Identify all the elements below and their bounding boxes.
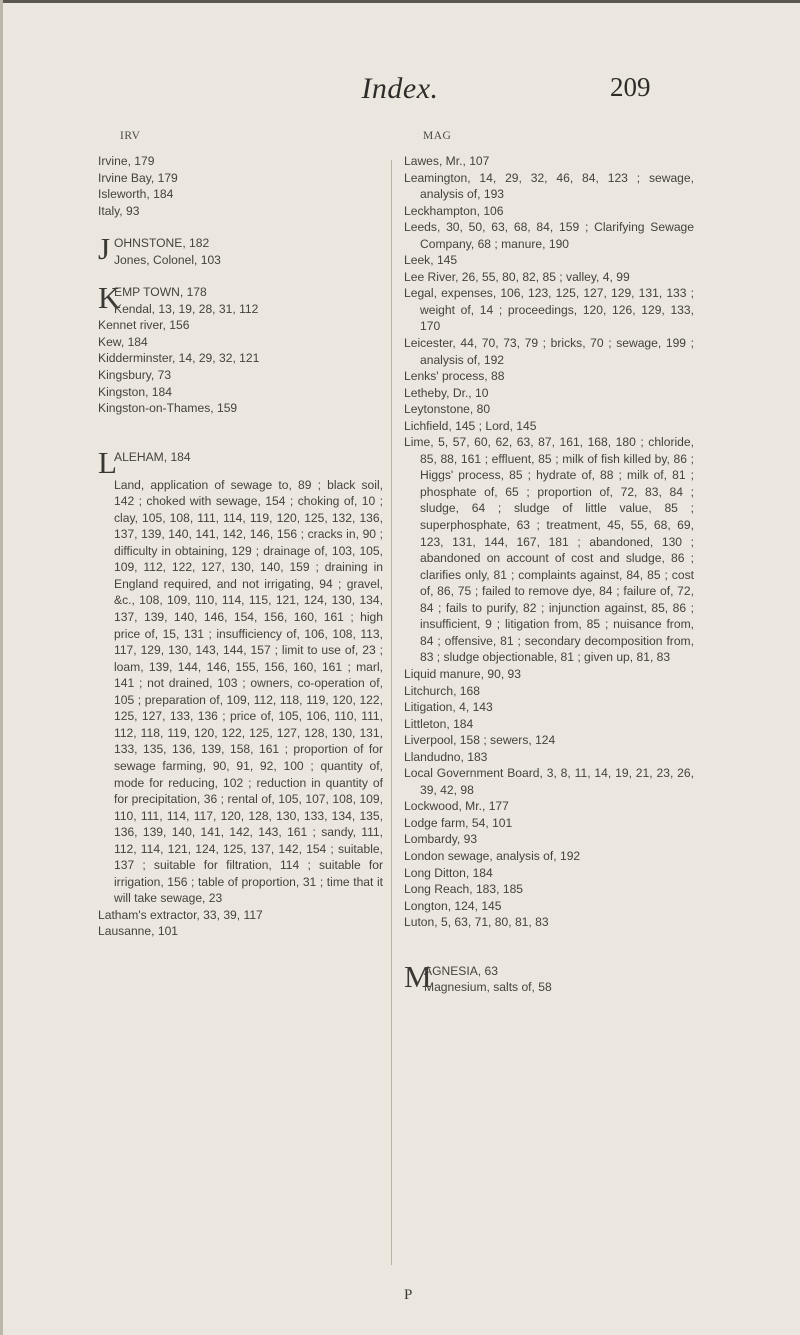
column-divider <box>391 160 392 1265</box>
index-entry: Lombardy, 93 <box>404 832 478 847</box>
section-j <box>98 231 383 268</box>
index-entry: Lockwood, Mr., 177 <box>404 799 509 814</box>
index-entry: Long Ditton, 184 <box>404 865 493 880</box>
index-entry: Lichfield, 145 ; Lord, 145 <box>404 418 537 433</box>
index-entry: Kingston-on-Thames, 159 <box>98 401 238 416</box>
index-entry: Irvine, 179 <box>98 154 155 168</box>
index-entry: Lee River, 26, 55, 80, 82, 85 ; valley, 4, 99 <box>404 269 630 284</box>
section-k-heading: EMP TOWN, 178 <box>114 285 207 300</box>
index-entry: Litigation, 4, 143 <box>404 700 493 715</box>
drop-cap-j: J <box>98 231 111 267</box>
index-entry: Lime, 5, 57, 60, 62, 63, 87, 161, 168, 180 ; chloride, 85, 88, 161 ; effluent, 85 ; milk of fish killed by, 86 ; Higgs' process, 85 ; hydrate of, 88 ; milk of, 81 ; phosphate of, 65 ; proportion of, 72, 83, 84 ; sludge, 64 ; sludge of little value, 85 ; superphosphate, 63 ; treatment, 45, 55, 68, 69, 123, 131, 144, 167, 181 ; abandoned, 130 ; abandoned on account of cost and sludge, 86 ; clarifies only, 81 ; complaints against, 84, 85 ; cost of, 86, 75 ; failed to remove dye, 84 ; failure of, 72, 84 ; fails to purify, 82 ; injunction against, 85, 86 ; insufficient, 9 ; litigation from, 85 ; nuisance from, 84 ; offensive, 81 ; secondary decomposition from, 83 ; sludge objectionable, 81 ; given up, 81, 83 <box>404 435 694 665</box>
section-l-entry: Land, application of sewage to, 89 ; black soil, 142 ; choked with sewage, 154 ; choking of, 10 ; clay, 105, 108, 111, 114, 119, 120, 125, 132, 136, 137, 139, 140, 141, 142, 146, 156 ; cracks in, 90 ; difficulty in obtaining, 129 ; drainage of, 103, 105, 109, 112, 122, 127, 130, 140, 159 ; draining in England required, and not irrigating, 94 ; gravel, &c., 108, 109, 110, 114, 115, 121, 124, 130, 134, 137, 139, 140, 146, 154, 156, 160, 161 ; high price of, 15, 131 ; insufficiency of, 106, 108, 113, 117, 129, 130, 143, 144, 157 ; limit to use of, 23 ; loam, 139, 144, 146, 155, 156, 160, 161 ; marl, 141 ; not drained, 103 ; owners, co-operation of, 105 ; preparation of, 109, 112, 118, 119, 120, 122, 125, 127, 133, 136 ; price of, 105, 106, 110, 111, 112, 118, 119, 120, 122, 125, 127, 128, 130, 131, 133, 135, 136, 139, 158, 161 ; proportion of for sewage farming, 90, 91, 92, 100 ; quantity of, mode for reducing, 102 ; reduction in quantity of for precipitation, 36 ; rental of, 105, 107, 108, 109, 110, 111, 114, 117, 120, 128, 130, 133, 134, 135, 136, 139, 140, 141, 142, 143, 161 ; sandy, 111, 112, 114, 121, 124, 125, 137, 142, 154 ; suitable, 137 ; suitable for filtration, 114 ; suitable for irrigation, 156 ; table of proportion, 31 ; time that it will take sewage, 23 <box>114 477 383 906</box>
index-entry: Liquid manure, 90, 93 <box>404 666 521 681</box>
index-entry: Leamington, 14, 29, 32, 46, 84, 123 ; sewage, analysis of, 193 <box>404 170 694 202</box>
right-column <box>404 153 694 996</box>
index-entry: Kennet river, 156 <box>98 318 190 333</box>
index-entry: Irvine Bay, 179 <box>98 170 178 185</box>
index-entry: Lawes, Mr., 107 <box>404 154 490 168</box>
page-left-edge <box>0 0 3 1335</box>
index-entry: Liverpool, 158 ; sewers, 124 <box>404 733 556 748</box>
section-j-heading: OHNSTONE, 182 <box>114 236 210 251</box>
section-k-entry: Kendal, 13, 19, 28, 31, 112 <box>114 301 259 316</box>
index-entry: Lodge farm, 54, 101 <box>404 815 513 830</box>
page-top-edge <box>0 0 800 3</box>
catchword-left: IRV <box>120 130 141 142</box>
index-entry: London sewage, analysis of, 192 <box>404 848 581 863</box>
index-entry: Leek, 145 <box>404 253 458 268</box>
index-entry: Lenks' process, 88 <box>404 369 505 384</box>
section-m-entry: Magnesium, salts of, 58 <box>424 980 552 995</box>
index-entry: Luton, 5, 63, 71, 80, 81, 83 <box>404 915 549 930</box>
section-j-entry: Jones, Colonel, 103 <box>114 252 221 267</box>
index-entry: Long Reach, 183, 185 <box>404 882 524 897</box>
index-entry: Legal, expenses, 106, 123, 125, 127, 129, 131, 133 ; weight of, 14 ; proceedings, 120, 126, 129, 133, 170 <box>404 286 694 334</box>
index-entry: Llandudno, 183 <box>404 749 488 764</box>
index-entry: Kingston, 184 <box>98 384 172 399</box>
page-title: Index. <box>361 72 439 105</box>
signature-mark: P <box>404 1287 413 1303</box>
section-k <box>98 280 383 317</box>
section-l <box>98 444 383 907</box>
catchword-right: MAG <box>423 130 452 142</box>
index-entry: Isleworth, 184 <box>98 187 174 202</box>
index-entry: Litchurch, 168 <box>404 683 480 698</box>
index-entry: Leeds, 30, 50, 63, 68, 84, 159 ; Clarifying Sewage Company, 68 ; manure, 190 <box>404 220 694 251</box>
index-entry: Local Government Board, 3, 8, 11, 14, 19, 21, 23, 26, 39, 42, 98 <box>404 766 694 797</box>
index-entry: Leckhampton, 106 <box>404 203 504 218</box>
index-entry: Lausanne, 101 <box>98 924 179 939</box>
index-entry: Kidderminster, 14, 29, 32, 121 <box>98 351 260 366</box>
drop-cap-m: M <box>404 958 432 994</box>
drop-cap-k: K <box>98 280 121 316</box>
section-m-heading: AGNESIA, 63 <box>424 963 498 978</box>
index-entry: Latham's extractor, 33, 39, 117 <box>98 907 263 922</box>
index-entry: Kingsbury, 73 <box>98 368 172 383</box>
index-entry: Leicester, 44, 70, 73, 79 ; bricks, 70 ; sewage, 199 ; analysis of, 192 <box>404 336 694 367</box>
page-number: 209 <box>610 72 651 102</box>
index-entry: Kew, 184 <box>98 334 148 349</box>
index-entry: Longton, 124, 145 <box>404 898 502 913</box>
section-m <box>404 958 694 996</box>
index-entry: Littleton, 184 <box>404 716 474 731</box>
index-entry: Italy, 93 <box>98 203 140 218</box>
section-l-heading: ALEHAM, 184 <box>114 449 191 464</box>
index-entry: Letheby, Dr., 10 <box>404 385 489 400</box>
drop-cap-l: L <box>98 444 117 480</box>
left-column <box>98 153 383 940</box>
index-entry: Leytonstone, 80 <box>404 402 491 417</box>
